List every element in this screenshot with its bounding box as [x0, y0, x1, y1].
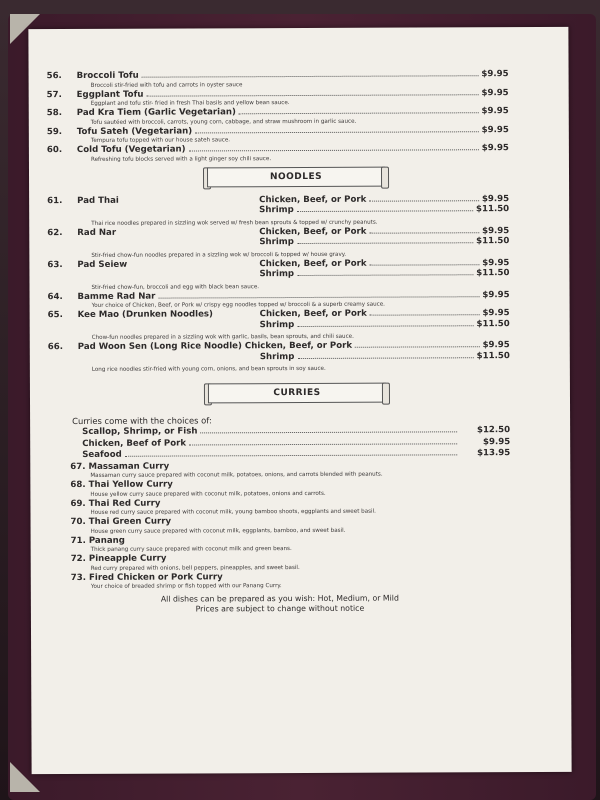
item-price: $9.95	[482, 308, 510, 319]
item-number: 59.	[46, 126, 63, 137]
item-number: 68.	[70, 479, 86, 491]
item-number: 56.	[46, 71, 62, 82]
menu-item	[47, 194, 509, 228]
item-option: Shrimp	[259, 351, 295, 362]
item-name: Broccoli Tofu	[76, 70, 139, 81]
item-number: 63.	[47, 259, 63, 270]
curries-section	[48, 414, 511, 591]
curry-intro: Curries come with the choices of:	[72, 415, 212, 426]
menu-item	[48, 497, 510, 518]
menu-item	[47, 226, 509, 260]
item-name: Pad Thai	[77, 195, 119, 206]
price-note: Prices are subject to change without notice	[195, 603, 365, 614]
choice-name: Chicken, Beef of Pork	[82, 437, 187, 449]
preparation-note: All dishes can be prepared as you wish: Hot, Medium, or Mild	[160, 593, 399, 604]
menu-notes	[49, 593, 511, 615]
choice-name: Seafood	[82, 449, 122, 460]
choice-price: $9.95	[482, 436, 511, 447]
item-number: 66.	[47, 342, 64, 353]
item-number: 61.	[47, 195, 63, 206]
item-price: $9.95	[481, 106, 509, 117]
item-price: $9.95	[482, 289, 510, 300]
item-number: 70.	[70, 516, 86, 528]
menu-item	[47, 143, 509, 164]
item-name: Panang	[88, 535, 125, 546]
item-number: 64.	[47, 291, 63, 302]
noodles-banner	[47, 166, 509, 190]
menu-item	[49, 552, 511, 573]
item-description: Massaman curry sauce prepared with coconut milk, potatoes, onions, and carrots blended with peanuts.	[90, 471, 383, 479]
section-title: NOODLES	[207, 166, 385, 187]
menu-content	[47, 69, 511, 615]
item-name: Cold Tofu (Vegetarian)	[76, 144, 186, 155]
menu-item	[49, 515, 511, 536]
item-name: Thai Green Curry	[88, 516, 172, 527]
menu-item	[47, 125, 509, 146]
item-number: 65.	[47, 310, 63, 321]
item-number: 69.	[70, 498, 86, 509]
menu-item	[48, 340, 510, 374]
item-price: $11.50	[475, 204, 510, 215]
item-description: Long rice noodles stir-fried with young corn, onions, and bean sprouts in soy sauce.	[91, 365, 326, 373]
item-description: Stir-fried chow-fun noodles prepared in a sizzling wok w/ broccoli & topped w/ house gravy.	[91, 251, 347, 259]
item-description: Your choice of breaded shrimp or fish topped with our Panang Curry.	[90, 583, 282, 590]
curries-banner	[48, 382, 510, 406]
item-description: Red curry prepared with onions, bell peppers, pineapples, and sweet basil.	[90, 564, 300, 572]
item-price: $9.95	[482, 257, 510, 268]
item-description: Thai rice noodles prepared in sizzling wok served w/ fresh bean sprouts & topped w/ crunchy peanuts.	[91, 219, 378, 227]
item-price: $11.50	[476, 318, 510, 329]
item-price: $9.95	[481, 87, 509, 98]
item-price: $9.95	[481, 124, 509, 135]
item-option: Chicken, Beef, or Pork	[259, 194, 367, 205]
item-name: Pad Woon Sen (Long Rice Noodle)	[77, 341, 242, 352]
item-price: $9.95	[481, 193, 510, 204]
item-number: 58.	[46, 108, 62, 119]
item-description: Refreshing tofu blocks served with a light ginger soy chili sauce.	[90, 155, 272, 163]
menu-item	[48, 478, 510, 499]
item-price: $9.95	[481, 69, 509, 80]
item-name: Thai Yellow Curry	[88, 479, 173, 490]
item-name: Rad Nar	[77, 227, 117, 238]
menu-item	[47, 258, 509, 292]
menu-page	[28, 27, 571, 774]
menu-item	[47, 69, 509, 90]
item-description: Tempura tofu topped with our house sateh sauce.	[90, 137, 231, 144]
item-option: Shrimp	[259, 205, 294, 216]
item-name: Pad Kra Tiem (Garlic Vegetarian)	[76, 107, 236, 118]
item-option: Chicken, Beef, or Pork	[259, 258, 367, 269]
item-description: Broccoli stir-fried with tofu and carrots in oyster sauce	[90, 81, 243, 89]
item-name: Tofu Sateh (Vegetarian)	[76, 125, 193, 137]
choice-name: Scallop, Shrimp, or Fish	[82, 426, 198, 437]
items-top	[47, 69, 509, 164]
item-description: House red curry sauce prepared with coconut milk, young bamboo shoots, eggplants and sweet basil.	[90, 508, 376, 516]
menu-item	[48, 290, 510, 311]
item-price: $9.95	[482, 225, 510, 236]
item-description: Thick panang curry sauce prepared with coconut milk and green beans.	[90, 546, 292, 553]
item-number: 67.	[70, 461, 86, 472]
menu-item	[49, 571, 511, 592]
item-number: 72.	[70, 553, 86, 565]
menu-item	[49, 534, 511, 555]
item-option: Shrimp	[259, 237, 294, 248]
item-description: Eggplant and tofu stir- fried in fresh Thai basils and yellow bean sauce.	[90, 100, 290, 107]
item-name: Fired Chicken or Pork Curry	[88, 571, 223, 583]
item-number: 62.	[47, 227, 63, 238]
item-name: Bamme Rad Nar	[77, 291, 156, 302]
item-number: 71.	[70, 535, 86, 546]
noodles-section	[47, 194, 510, 375]
item-description: House green curry sauce prepared with coconut milk, eggplants, bamboo, and sweet basil.	[90, 527, 346, 535]
item-option: Chicken, Beef, or Pork	[259, 308, 367, 320]
item-name: Eggplant Tofu	[76, 89, 144, 100]
item-description: Stir-fried chow-fun, broccoli and egg with black bean sauce.	[91, 283, 260, 291]
item-name: Pad Seiew	[77, 259, 128, 270]
item-option: Chicken, Beef, or Pork	[259, 226, 367, 237]
item-name: Kee Mao (Drunken Noodles)	[77, 309, 213, 320]
item-name: Massaman Curry	[88, 461, 170, 472]
item-description: House yellow curry sauce prepared with coconut milk, potatoes, onions and carrots.	[90, 490, 326, 498]
item-number: 73.	[70, 572, 87, 583]
item-price: $9.95	[482, 340, 510, 351]
item-description: Your choice of Chicken, Beef, or Pork w/ crispy egg noodles topped w/ broccoli & a superb creamy sauce.	[91, 301, 385, 309]
item-price: $11.50	[476, 350, 510, 361]
item-price: $11.50	[476, 268, 510, 279]
menu-item	[48, 460, 510, 481]
item-option: Shrimp	[259, 269, 295, 280]
item-option: Chicken, Beef, or Pork	[244, 340, 353, 352]
item-description: Tofu sautéed with broccoli, carrots, young corn, cabbage, and straw mushroom in garlic sauce.	[90, 118, 357, 126]
section-title: CURRIES	[208, 383, 386, 404]
item-price: $11.50	[476, 236, 510, 247]
item-price: $9.95	[481, 143, 509, 154]
choice-price: $12.50	[476, 425, 511, 436]
item-option: Shrimp	[259, 319, 295, 330]
item-name: Thai Red Curry	[88, 498, 161, 509]
item-number: 57.	[46, 89, 62, 100]
item-name: Pineapple Curry	[88, 553, 167, 564]
choice-price: $13.95	[477, 448, 511, 459]
menu-item	[47, 106, 509, 127]
item-number: 60.	[46, 145, 63, 156]
item-description: Chow-fun noodles prepared in a sizzling wok with garlic, basils, bean sprouts, and chili sauce.	[91, 333, 354, 341]
menu-item	[47, 88, 509, 109]
menu-item	[48, 308, 510, 342]
